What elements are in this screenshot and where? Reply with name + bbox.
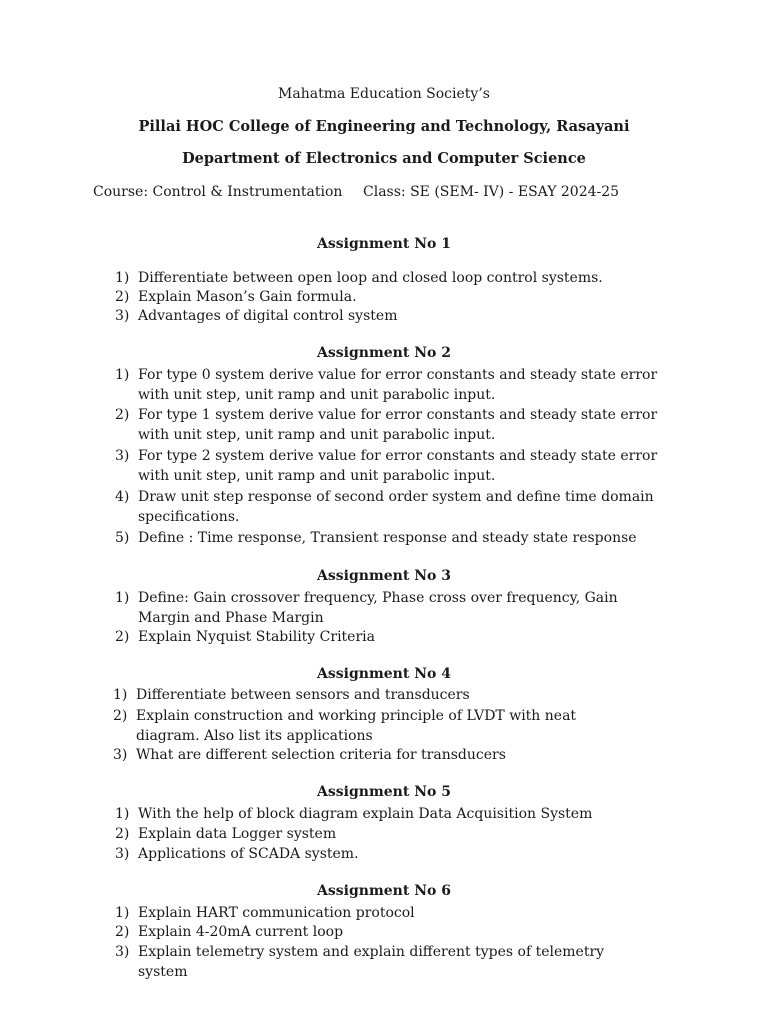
class-label: Class: SE (SEM- IV) - ESAY 2024-25	[363, 184, 620, 200]
question-number: 3)	[113, 747, 128, 763]
assignment-heading: Assignment No 5	[317, 784, 451, 800]
question-line: diagram. Also list its applications	[136, 728, 373, 744]
question-text	[136, 745, 506, 765]
question-line: Define: Gain crossover frequency, Phase cross over frequency, Gain	[138, 590, 618, 606]
question-line: Draw unit step response of second order system and define time domain	[138, 489, 654, 505]
question-number: 1)	[115, 590, 130, 606]
question-line: Explain HART communication protocol	[138, 905, 415, 921]
question-line: Margin and Phase Margin	[138, 610, 324, 626]
question-text	[138, 306, 397, 326]
question-text	[138, 588, 618, 628]
question-line: Advantages of digital control system	[138, 308, 398, 324]
question-text	[138, 268, 603, 288]
question-line: Explain Nyquist Stability Criteria	[138, 629, 375, 645]
college-name: Pillai HOC College of Engineering and Technology, Rasayani	[138, 118, 630, 135]
question-number: 1)	[115, 367, 130, 383]
question-text	[138, 627, 375, 647]
question-line: For type 1 system derive value for error constants and steady state error	[138, 407, 658, 423]
question-line: Explain telemetry system and explain different types of telemetry	[138, 944, 605, 960]
question-line: Differentiate between sensors and transducers	[136, 687, 470, 703]
question-number: 1)	[115, 806, 130, 822]
question-number: 2)	[115, 826, 130, 842]
question-line: system	[138, 964, 188, 980]
question-text	[138, 942, 604, 982]
question-line: with unit step, unit ramp and unit parabolic input.	[138, 387, 496, 403]
department-name: Department of Electronics and Computer Science	[182, 150, 586, 167]
assignment-heading: Assignment No 4	[317, 666, 451, 682]
question-text	[138, 287, 357, 307]
question-line: With the help of block diagram explain Data Acquisition System	[138, 806, 593, 822]
question-line: specifications.	[138, 509, 240, 525]
question-line: with unit step, unit ramp and unit parabolic input.	[138, 427, 496, 443]
question-number: 2)	[115, 289, 130, 305]
question-number: 2)	[113, 708, 128, 724]
question-number: 2)	[115, 924, 130, 940]
question-number: 3)	[115, 308, 130, 324]
question-text	[138, 365, 657, 405]
question-number: 1)	[113, 687, 128, 703]
question-text	[138, 824, 336, 844]
question-number: 4)	[115, 489, 130, 505]
question-text	[138, 903, 415, 923]
course-label: Course: Control & Instrumentation	[93, 184, 343, 200]
question-number: 5)	[115, 530, 130, 546]
question-line: Explain construction and working principle of LVDT with neat	[136, 708, 577, 724]
question-text	[138, 405, 657, 445]
question-text	[136, 706, 576, 746]
question-line: Differentiate between open loop and closed loop control systems.	[138, 270, 603, 286]
question-text	[138, 528, 637, 548]
assignment-heading: Assignment No 6	[317, 883, 451, 899]
question-line: with unit step, unit ramp and unit parabolic input.	[138, 468, 496, 484]
question-text	[138, 922, 343, 942]
question-line: For type 2 system derive value for error constants and steady state error	[138, 448, 658, 464]
org-name: Mahatma Education Society’s	[278, 86, 490, 102]
question-number: 2)	[115, 629, 130, 645]
assignment-heading: Assignment No 1	[317, 236, 451, 252]
question-line: Applications of SCADA system.	[138, 846, 359, 862]
question-number: 3)	[115, 944, 130, 960]
question-text	[138, 446, 657, 486]
question-text	[136, 685, 470, 705]
question-line: Explain data Logger system	[138, 826, 337, 842]
question-text	[138, 804, 592, 824]
question-line: Explain 4-20mA current loop	[138, 924, 344, 940]
question-line: What are different selection criteria for transducers	[136, 747, 506, 763]
assignment-heading: Assignment No 3	[317, 568, 451, 584]
question-text	[138, 844, 359, 864]
question-number: 3)	[115, 448, 130, 464]
question-line: Explain Mason’s Gain formula.	[138, 289, 357, 305]
course-line	[93, 184, 620, 200]
question-number: 2)	[115, 407, 130, 423]
question-text	[138, 487, 654, 527]
question-number: 1)	[115, 905, 130, 921]
question-number: 1)	[115, 270, 130, 286]
question-line: For type 0 system derive value for error constants and steady state error	[138, 367, 658, 383]
assignment-heading: Assignment No 2	[317, 345, 451, 361]
question-line: Define : Time response, Transient response and steady state response	[138, 530, 637, 546]
question-number: 3)	[115, 846, 130, 862]
